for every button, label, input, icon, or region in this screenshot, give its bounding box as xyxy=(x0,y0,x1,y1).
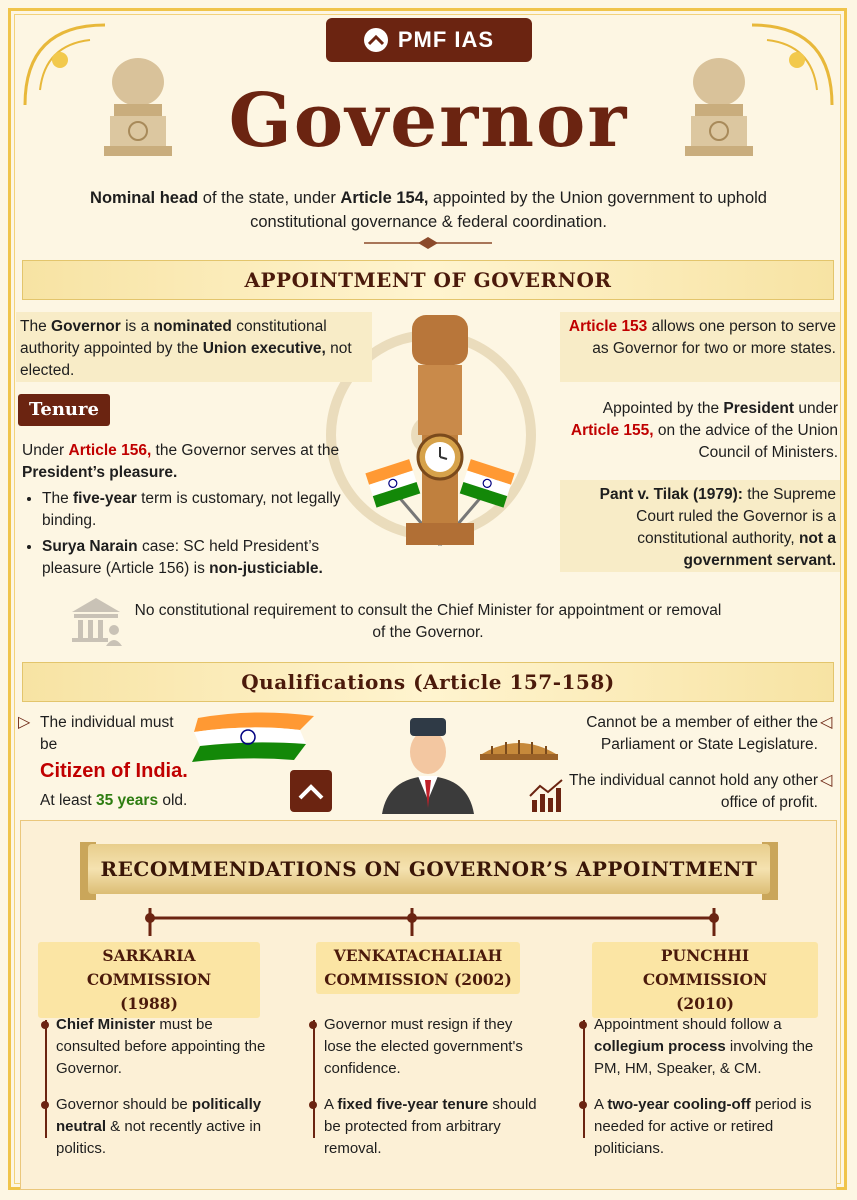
article-155-text: Appointed by the President under Article 155, on the advice of the Union Council of Ministers. xyxy=(570,400,838,461)
recommendations-heading: RECOMMENDATIONS ON GOVERNOR’S APPOINTMENT xyxy=(88,844,770,894)
venkatachaliah-points xyxy=(306,1014,542,1174)
chief-minister-note: No constitutional requirement to consult the Chief Minister for appointment or removal of the Governor. xyxy=(134,602,722,641)
brand-logo[interactable] xyxy=(326,18,532,62)
brand-chevron-icon xyxy=(364,28,388,52)
qualifications-heading: Qualifications (Article 157-158) xyxy=(22,662,834,702)
tenure-bullets xyxy=(26,488,366,584)
arrow-right-icon: ▷ xyxy=(18,714,31,731)
tenure-bullet-surya-narain: • Surya Narain case: SC held President’s pleasure (Article 156) is non-justiciable. xyxy=(42,536,366,580)
arrow-left-icon: ◁ xyxy=(820,772,833,789)
punchhi-points xyxy=(576,1014,832,1174)
pant-tilak-text: Pant v. Tilak (1979): the Supreme Court ruled the Governor is a constitutional authority, not a government servant. xyxy=(560,480,840,572)
government-building-icon xyxy=(66,590,126,650)
ashoka-pillar-clock-icon xyxy=(350,315,530,555)
tenure-bullet-five-year: • The five-year term is customary, not legally binding. xyxy=(42,488,366,532)
sarkaria-point-2: Governor should be politically neutral & not recently active in politics. xyxy=(38,1094,278,1160)
qualification-citizen-text: The individual must be xyxy=(40,714,174,753)
brand-name: PMF IAS xyxy=(397,27,495,52)
article-153-text: Article 153 allows one person to serve as Governor for two or more states. xyxy=(560,312,840,382)
venkatachaliah-point-2: A fixed five-year tenure should be protected from arbitrary removal. xyxy=(306,1094,542,1160)
punchhi-point-2: A two-year cooling-off period is needed for active or retired politicians. xyxy=(576,1094,832,1160)
sarkaria-commission-heading: SARKARIA COMMISSION (1988) xyxy=(38,942,260,1018)
qualification-age-text: At least 35 years old. xyxy=(40,792,188,809)
qualification-legislature-text: Cannot be a member of either the Parliament or State Legislature. xyxy=(586,714,818,753)
divider-ornament-icon xyxy=(362,236,494,250)
qualification-profit-text: The individual cannot hold any other office of profit. xyxy=(568,772,818,811)
timeline-connector xyxy=(140,902,724,938)
brand-badge-icon xyxy=(290,770,332,812)
appointment-heading: APPOINTMENT OF GOVERNOR xyxy=(22,260,834,300)
appointment-nominated-text: The Governor is a nominated constitutional authority appointed by the Union executive, not elected. xyxy=(16,312,372,382)
page-title: Governor xyxy=(228,78,629,164)
tenure-text: Under Article 156, the Governor serves at the President’s pleasure. xyxy=(22,442,340,481)
sarkaria-points xyxy=(38,1014,278,1174)
intro-text: Nominal head of the state, under Article 154, appointed by the Union government to uphold constitutional governance & federal coordination. xyxy=(90,189,767,231)
venkatachaliah-commission-heading: VENKATACHALIAH COMMISSION (2002) xyxy=(316,942,520,994)
qualification-citizen-highlight: Citizen of India. xyxy=(40,760,188,782)
venkatachaliah-point-1: Governor must resign if they lose the elected government's confidence. xyxy=(306,1014,542,1080)
indian-flag-icon xyxy=(190,710,318,766)
governor-avatar-icon xyxy=(378,708,478,814)
profit-chart-icon xyxy=(528,778,566,814)
punchhi-point-1: Appointment should follow a collegium process involving the PM, HM, Speaker, & CM. xyxy=(576,1014,832,1080)
sarkaria-point-1: Chief Minister must be consulted before appointing the Governor. xyxy=(38,1014,278,1080)
tenure-label: Tenure xyxy=(18,394,110,426)
punchhi-commission-heading: PUNCHHI COMMISSION (2010) xyxy=(592,942,818,1018)
arrow-left-icon: ◁ xyxy=(820,714,833,731)
